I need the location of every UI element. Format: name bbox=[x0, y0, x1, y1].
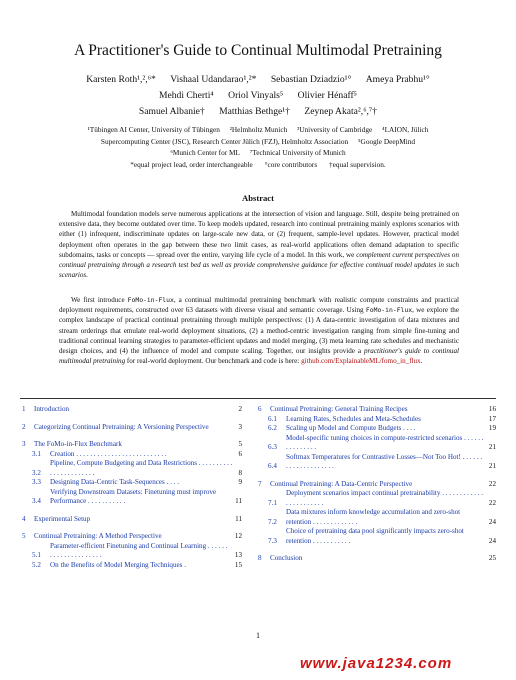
toc-entry-page: 11 bbox=[235, 497, 242, 505]
toc-entry-number: 5.2 bbox=[32, 560, 41, 569]
abstract-paragraph-1 bbox=[59, 209, 459, 280]
toc-entry-title: Parameter-efficient Finetuning and Continual Learning . . . . . . . . . . . . . . . . . . . . . bbox=[50, 541, 228, 559]
toc-entry-page: 15 bbox=[234, 560, 242, 569]
author: Ameya Prabhu¹° bbox=[365, 74, 430, 85]
toc-entry[interactable] bbox=[258, 405, 496, 415]
toc-entry-page: 13 bbox=[234, 551, 242, 559]
toc-entry-title: Categorizing Continual Pretraining: A Versioning Perspective bbox=[34, 422, 209, 431]
author: Oriol Vinyals⁵ bbox=[228, 90, 284, 101]
toc-entry-title: The FoMo-in-Flux Benchmark bbox=[34, 440, 122, 448]
author-notes bbox=[0, 160, 516, 169]
abstract-text: Multimodal foundation models serve numerous applications at the intersection of vision and language. Still, despite being pretrained on extensive data, they become outdated over time. To keep models updated, research into continual pretraining mainly explores scenarios with either (1) infrequent, indiscriminate updates on large-scale new data, or (2) frequent, sample-level updates. However, practical model deployment often operates in the gap between these two limit cases, as real-world applications often demand adaptation to specific subdomains, tasks or concepts — spread over the entire, varying life cycle of a model. In this work, we bbox=[59, 210, 459, 259]
toc-entry[interactable] bbox=[258, 434, 496, 453]
author: Sebastian Dziadzio¹° bbox=[270, 74, 352, 85]
toc-entry-number: 6.2 bbox=[268, 424, 277, 432]
toc-entry-number: 2 bbox=[22, 422, 26, 431]
toc-entry[interactable] bbox=[258, 453, 496, 472]
author: Samuel Albanie† bbox=[138, 106, 205, 117]
author: Vishaal Udandarao¹,²* bbox=[170, 74, 257, 85]
toc-entry-page: 24 bbox=[488, 517, 496, 526]
toc-entry-title: Verifying Downstream Datasets: Finetuning must improve Performance . . . . . . . . . . . bbox=[50, 487, 217, 505]
toc-entry-page: 17 bbox=[488, 414, 496, 423]
toc-entry-title: Softmax Temperatures for Contrastive Losses—Not Too Hot! . . . . . . . . . . . . . . . . . . . . bbox=[286, 452, 483, 470]
toc-entry-title: On the Benefits of Model Merging Techniques . bbox=[50, 560, 186, 569]
abstract-text: , we explore the complex landscape of practical continual pretraining through multiple perspectives: (1) A data-centric investigation of data mixtures and stream orderings that emulate real-world deployment situations, (2) a method-centric investigation ranging from simple fine-tuning and traditional continual learning strategies to parameter-efficient updates and model merging, (3) meta learning rate schedules and mechanistic design choices, and (4) the influence of model and compute scaling. Together, our insights provide a bbox=[59, 306, 459, 356]
code-link[interactable]: github.com/ExplainableML/fomo_in_flux bbox=[301, 357, 421, 366]
abstract-emphasis: complement current perspectives on continual pretraining through a research test bed as well as provide comprehensive guidance for effective continual model updates in such scenarios. bbox=[59, 250, 459, 280]
toc-entry[interactable] bbox=[22, 440, 242, 450]
toc-entry-page: 8 bbox=[238, 468, 242, 477]
toc-entry[interactable] bbox=[22, 488, 242, 507]
toc-entry-number: 6.4 bbox=[268, 462, 277, 470]
toc-entry-number: 1 bbox=[22, 405, 26, 413]
benchmark-name: FoMo-in-Flux bbox=[365, 306, 413, 315]
toc-entry-page: 24 bbox=[488, 536, 496, 545]
author: Olivier Hénaff⁵ bbox=[297, 90, 358, 101]
toc-entry[interactable] bbox=[22, 450, 242, 460]
author: Zeynep Akata²,⁶,⁷† bbox=[304, 106, 378, 117]
affiliation: ⁷Technical University of Munich bbox=[249, 148, 346, 157]
toc-entry-page: 16 bbox=[488, 405, 496, 413]
toc-entry-number: 6.3 bbox=[268, 443, 277, 451]
toc-entry-page: 12 bbox=[234, 532, 242, 540]
toc-entry[interactable] bbox=[258, 527, 496, 546]
toc-entry[interactable] bbox=[22, 561, 242, 571]
toc-entry-number: 6.1 bbox=[268, 414, 277, 423]
toc-entry[interactable] bbox=[258, 480, 496, 490]
toc-entry-title: Scaling up Model and Compute Budgets . . . . bbox=[286, 424, 416, 432]
paper-title: A Practitioner's Guide to Continual Multimodal Pretraining bbox=[74, 42, 442, 59]
toc-entry-title: Continual Pretraining: General Training Recipes bbox=[270, 405, 408, 413]
toc-entry-number: 7.1 bbox=[268, 498, 277, 507]
affiliation: ⁴LAION, Jülich bbox=[382, 125, 429, 134]
toc-entry-number: 3.3 bbox=[32, 478, 41, 486]
toc-divider bbox=[20, 398, 496, 399]
abstract-period: . bbox=[420, 357, 423, 366]
toc-entry-page: 11 bbox=[235, 514, 242, 523]
toc-entry-title: Model-specific tuning choices in compute-restricted scenarios . . . . . . . . . . . . . . . bbox=[286, 433, 484, 451]
toc-entry-title: Pipeline, Compute Budgeting and Data Restrictions . . . . . . . . . . . . . . . . . . . . . . . bbox=[50, 459, 233, 477]
toc-entry-number: 5.1 bbox=[32, 551, 41, 559]
affiliation: ¹Tübingen AI Center, University of Tübingen bbox=[87, 125, 220, 134]
toc-entry-title: Learning Rates, Schedules and Meta-Schedules bbox=[286, 414, 421, 423]
toc-entry-number: 7.2 bbox=[268, 517, 277, 526]
toc-entry-page: 19 bbox=[488, 424, 496, 432]
toc-entry-number: 7.3 bbox=[268, 536, 277, 545]
toc-entry-page: 3 bbox=[238, 422, 242, 431]
toc-entry-number: 3.1 bbox=[32, 449, 41, 458]
abstract-text: , a continual multimodal pretraining benchmark with realistic compute constraints and practical deployment requirements, constructed over 63 datasets with diverse visual and semantic coverage. Using bbox=[59, 296, 460, 315]
toc-entry-title: Choice of pretraining data pool significantly impacts zero-shot retention . . . . . . . . . . . bbox=[286, 527, 464, 545]
affiliation: ⁵Google DeepMind bbox=[358, 136, 416, 146]
toc-entry-title: Designing Data-Centric Task-Sequences . . . . bbox=[50, 478, 179, 486]
toc-entry-page: 21 bbox=[488, 443, 496, 451]
toc-entry-page: 21 bbox=[488, 462, 496, 470]
author: Karsten Roth¹,²,⁶* bbox=[86, 74, 156, 85]
toc-entry-page: 25 bbox=[488, 554, 496, 562]
author-note: °core contributors bbox=[264, 160, 318, 169]
abstract-paragraph-2 bbox=[59, 295, 459, 366]
toc-entry[interactable] bbox=[258, 424, 496, 434]
toc-entry-title: Continual Pretraining: A Method Perspective bbox=[34, 532, 162, 540]
toc-entry-number: 3 bbox=[22, 440, 26, 448]
affiliation-list bbox=[16, 124, 500, 159]
toc-entry[interactable] bbox=[258, 508, 496, 527]
toc-left-column bbox=[22, 405, 242, 570]
toc-entry[interactable] bbox=[22, 459, 242, 478]
toc-entry-page: 22 bbox=[488, 498, 496, 507]
toc-entry-title: Continual Pretraining: A Data-Centric Perspective bbox=[270, 479, 413, 488]
toc-entry-page: 22 bbox=[488, 479, 496, 488]
toc-entry[interactable] bbox=[258, 489, 496, 508]
toc-entry-page: 6 bbox=[238, 449, 242, 458]
toc-entry-title: Creation . . . . . . . . . . . . . . . . . . . . . . . . . . bbox=[50, 449, 167, 458]
toc-entry-number: 3.4 bbox=[32, 497, 41, 505]
affiliation: Supercomputing Center (JSC), Research Center Jülich (FZJ), Helmholtz Association bbox=[100, 136, 349, 146]
toc-entry[interactable] bbox=[258, 415, 496, 425]
toc-entry-number: 3.2 bbox=[32, 468, 41, 477]
author-list bbox=[20, 72, 496, 120]
toc-entry-number: 7 bbox=[258, 479, 262, 488]
page-number: 1 bbox=[256, 631, 260, 640]
toc-entry-title: Deployment scenarios impact continual pretrainability . . . . . . . . . . . . . . . . . . . . . . . bbox=[286, 489, 484, 507]
abstract-heading: Abstract bbox=[242, 193, 274, 203]
watermark: www.java1234.com bbox=[300, 655, 453, 672]
author-note: †equal supervision. bbox=[329, 160, 386, 169]
affiliation: ³University of Cambridge bbox=[297, 125, 373, 134]
toc-entry-page: 2 bbox=[238, 405, 242, 413]
toc-entry[interactable] bbox=[22, 542, 242, 561]
abstract-text: for real-world deployment. Our benchmark and code is here: bbox=[125, 357, 302, 366]
toc-entry-title: Conclusion bbox=[270, 554, 303, 562]
benchmark-name: FoMo-in-Flux bbox=[127, 296, 174, 304]
toc-entry-title: Introduction bbox=[34, 405, 70, 413]
toc-right-column bbox=[258, 405, 496, 564]
toc-entry-title: Data mixtures inform knowledge accumulation and zero-shot retention . . . . . . . . . . . . . bbox=[286, 508, 461, 526]
toc-entry-number: 8 bbox=[258, 554, 262, 562]
toc-entry-number: 4 bbox=[22, 514, 26, 523]
author-note: *equal project lead, order interchangeable bbox=[130, 160, 253, 169]
toc-entry[interactable] bbox=[258, 554, 496, 564]
toc-entry[interactable] bbox=[22, 423, 242, 433]
toc-entry-number: 6 bbox=[258, 405, 262, 413]
toc-entry-number: 5 bbox=[22, 532, 26, 540]
toc-entry[interactable] bbox=[22, 515, 242, 525]
toc-entry-title: Experimental Setup bbox=[34, 514, 91, 523]
author: Matthias Bethge¹† bbox=[219, 106, 290, 117]
affiliation: ⁶Munich Center for ML bbox=[170, 148, 240, 157]
author: Mehdi Cherti⁴ bbox=[158, 90, 214, 101]
toc-entry[interactable] bbox=[22, 478, 242, 488]
toc-entry[interactable] bbox=[22, 532, 242, 542]
affiliation: ²Helmholtz Munich bbox=[229, 125, 288, 134]
abstract-text: We first introduce bbox=[71, 296, 128, 304]
toc-entry-page: 5 bbox=[238, 440, 242, 448]
toc-entry[interactable] bbox=[22, 405, 242, 415]
abstract-emphasis: practitioner's guide to continual multimodal pretraining bbox=[59, 347, 459, 366]
toc-entry-page: 9 bbox=[238, 478, 242, 486]
